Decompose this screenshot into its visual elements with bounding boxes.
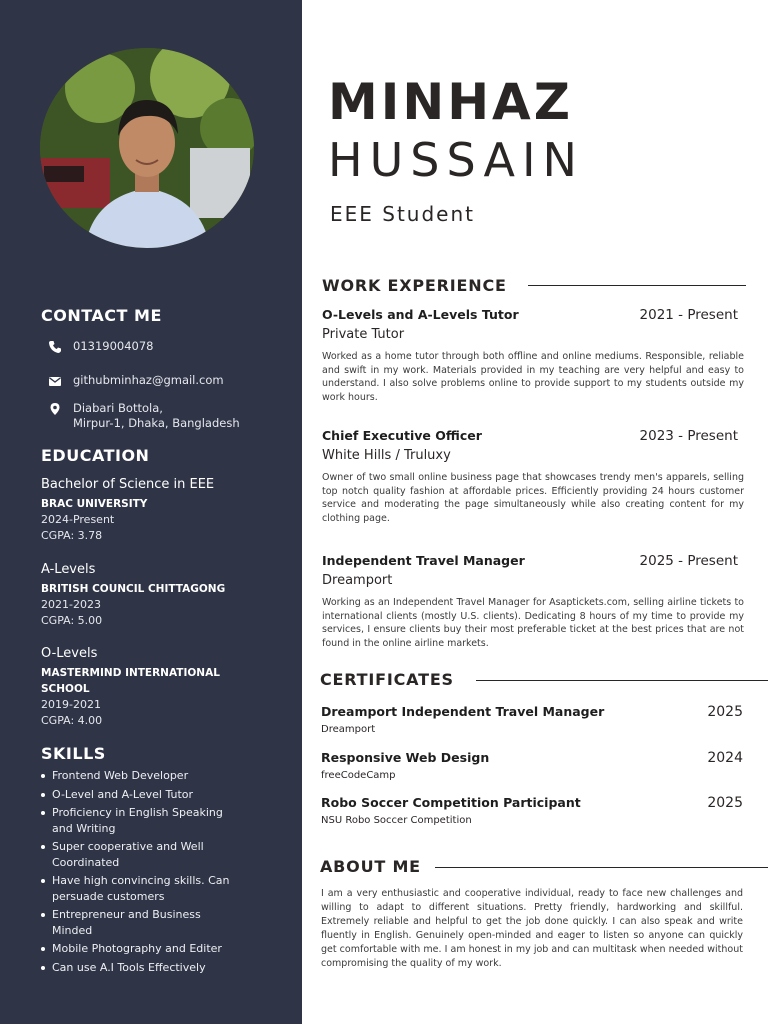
- name-last: HUSSAIN: [328, 133, 584, 187]
- profile-photo-illustration: [40, 48, 254, 248]
- certificate-item: [321, 795, 743, 826]
- phone-icon: [48, 340, 62, 354]
- work-title: Chief Executive Officer: [322, 428, 482, 443]
- education-item: [41, 477, 271, 544]
- work-description: Working as an Independent Travel Manager for Asaptickets.com, selling airline tickets to international clients (mostly U.S. clients). Dedicating 8 hours of my time to provide my services, I ensure clients buy their most preferable ticket at the best prices that are not found in the online airline markets.: [322, 597, 744, 649]
- address-line-1: Diabari Bottola,: [73, 401, 163, 415]
- certificate-title: Robo Soccer Competition Participant: [321, 795, 581, 810]
- certificate-issuer: NSU Robo Soccer Competition: [321, 815, 472, 826]
- skill-item: Have high convincing skills. Can persuade customers: [41, 873, 246, 904]
- certificate-year: 2024: [707, 750, 743, 766]
- work-organization: White Hills / Truluxy: [322, 448, 451, 463]
- sidebar: [0, 0, 302, 1024]
- name-first: MINHAZ: [328, 73, 574, 131]
- contact-email: [48, 373, 224, 388]
- education-gpa: CGPA: 4.00: [41, 714, 103, 727]
- education-institution: BRITISH COUNCIL CHITTAGONG: [41, 583, 226, 595]
- education-gpa: CGPA: 5.00: [41, 614, 103, 627]
- education-heading: EDUCATION: [41, 446, 150, 465]
- certificate-title: Dreamport Independent Travel Manager: [321, 704, 605, 719]
- education-institution: BRAC UNIVERSITY: [41, 498, 148, 510]
- work-organization: Private Tutor: [322, 327, 405, 342]
- work-description: Owner of two small online business page that showcases trendy men's apparels, selling top notch quality fashion at affordable prices. Efficiently providing 24 hours customer service and moderating the page simultaneously while also creating content for my clothing page.: [322, 472, 744, 524]
- job-role: EEE Student: [330, 202, 475, 226]
- address-line-2: Mirpur-1, Dhaka, Bangladesh: [73, 416, 240, 430]
- certificate-issuer: Dreamport: [321, 724, 376, 735]
- work-period: 2023 - Present: [639, 428, 738, 444]
- contact-heading: CONTACT ME: [41, 306, 162, 325]
- education-degree: Bachelor of Science in EEE: [41, 477, 215, 492]
- work-description: Worked as a home tutor through both offline and online mediums. Responsible, reliable and swift in my work. Materials provided in my teaching are very helpful and easy to understand. I also solve problems online to provide support to my students outside my work hours.: [322, 351, 744, 403]
- work-item: [322, 428, 744, 525]
- email-icon: [48, 374, 62, 388]
- work-title: O-Levels and A-Levels Tutor: [322, 307, 519, 322]
- education-period: 2024-Present: [41, 513, 115, 526]
- skill-item: Entrepreneur and Business Minded: [41, 907, 221, 938]
- skill-item: Proficiency in English Speaking and Writing: [41, 805, 241, 836]
- certificate-item: [321, 704, 743, 735]
- section-divider: [435, 867, 768, 868]
- work-organization: Dreamport: [322, 573, 393, 588]
- phone-number[interactable]: 01319004078: [73, 339, 154, 353]
- skill-item: Can use A.I Tools Effectively: [41, 960, 281, 976]
- work-item: [322, 553, 744, 650]
- education-period: 2021-2023: [41, 598, 101, 611]
- contact-address: [48, 401, 240, 431]
- skill-item: O-Level and A-Level Tutor: [41, 787, 281, 803]
- about-heading: ABOUT ME: [320, 857, 421, 876]
- work-period: 2021 - Present: [639, 307, 738, 323]
- education-degree: O-Levels: [41, 646, 98, 661]
- work-title: Independent Travel Manager: [322, 553, 525, 568]
- education-institution: MASTERMIND INTERNATIONAL SCHOOL: [41, 667, 220, 695]
- email-address[interactable]: githubminhaz@gmail.com: [73, 373, 224, 387]
- certificate-issuer: freeCodeCamp: [321, 770, 396, 781]
- certificate-year: 2025: [707, 795, 743, 811]
- certificates-heading: CERTIFICATES: [320, 670, 454, 689]
- skill-item: Frontend Web Developer: [41, 768, 281, 784]
- about-text: I am a very enthusiastic and cooperative individual, ready to face new challenges and willing to adapt to different situations. Pretty friendly, hardworking and skillful. Extremely reliable and helpful to get the job done quickly. I can also speak and write fluently in English. Genuinely open-minded and eager to listen so anyone can quickly get comfortable with me. I am honest in my job and can multitask when needed without compromising the quality of my work.: [321, 888, 743, 969]
- skills-heading: SKILLS: [41, 744, 106, 763]
- section-divider: [528, 285, 746, 286]
- contact-phone: [48, 339, 153, 354]
- certificate-year: 2025: [707, 704, 743, 720]
- work-item: [322, 307, 744, 404]
- skill-item: Super cooperative and Well Coordinated: [41, 839, 231, 870]
- work-experience-heading: WORK EXPERIENCE: [322, 276, 507, 295]
- certificate-title: Responsive Web Design: [321, 750, 490, 765]
- education-item: [41, 646, 246, 729]
- education-gpa: CGPA: 3.78: [41, 529, 103, 542]
- education-period: 2019-2021: [41, 698, 101, 711]
- location-pin-icon: [48, 402, 62, 416]
- skill-item: Mobile Photography and Editer: [41, 941, 281, 957]
- education-item: [41, 562, 271, 629]
- certificate-item: [321, 750, 743, 781]
- section-divider: [476, 680, 768, 681]
- profile-photo: [40, 48, 254, 248]
- skills-list: [41, 768, 281, 978]
- education-degree: A-Levels: [41, 562, 96, 577]
- work-period: 2025 - Present: [639, 553, 738, 569]
